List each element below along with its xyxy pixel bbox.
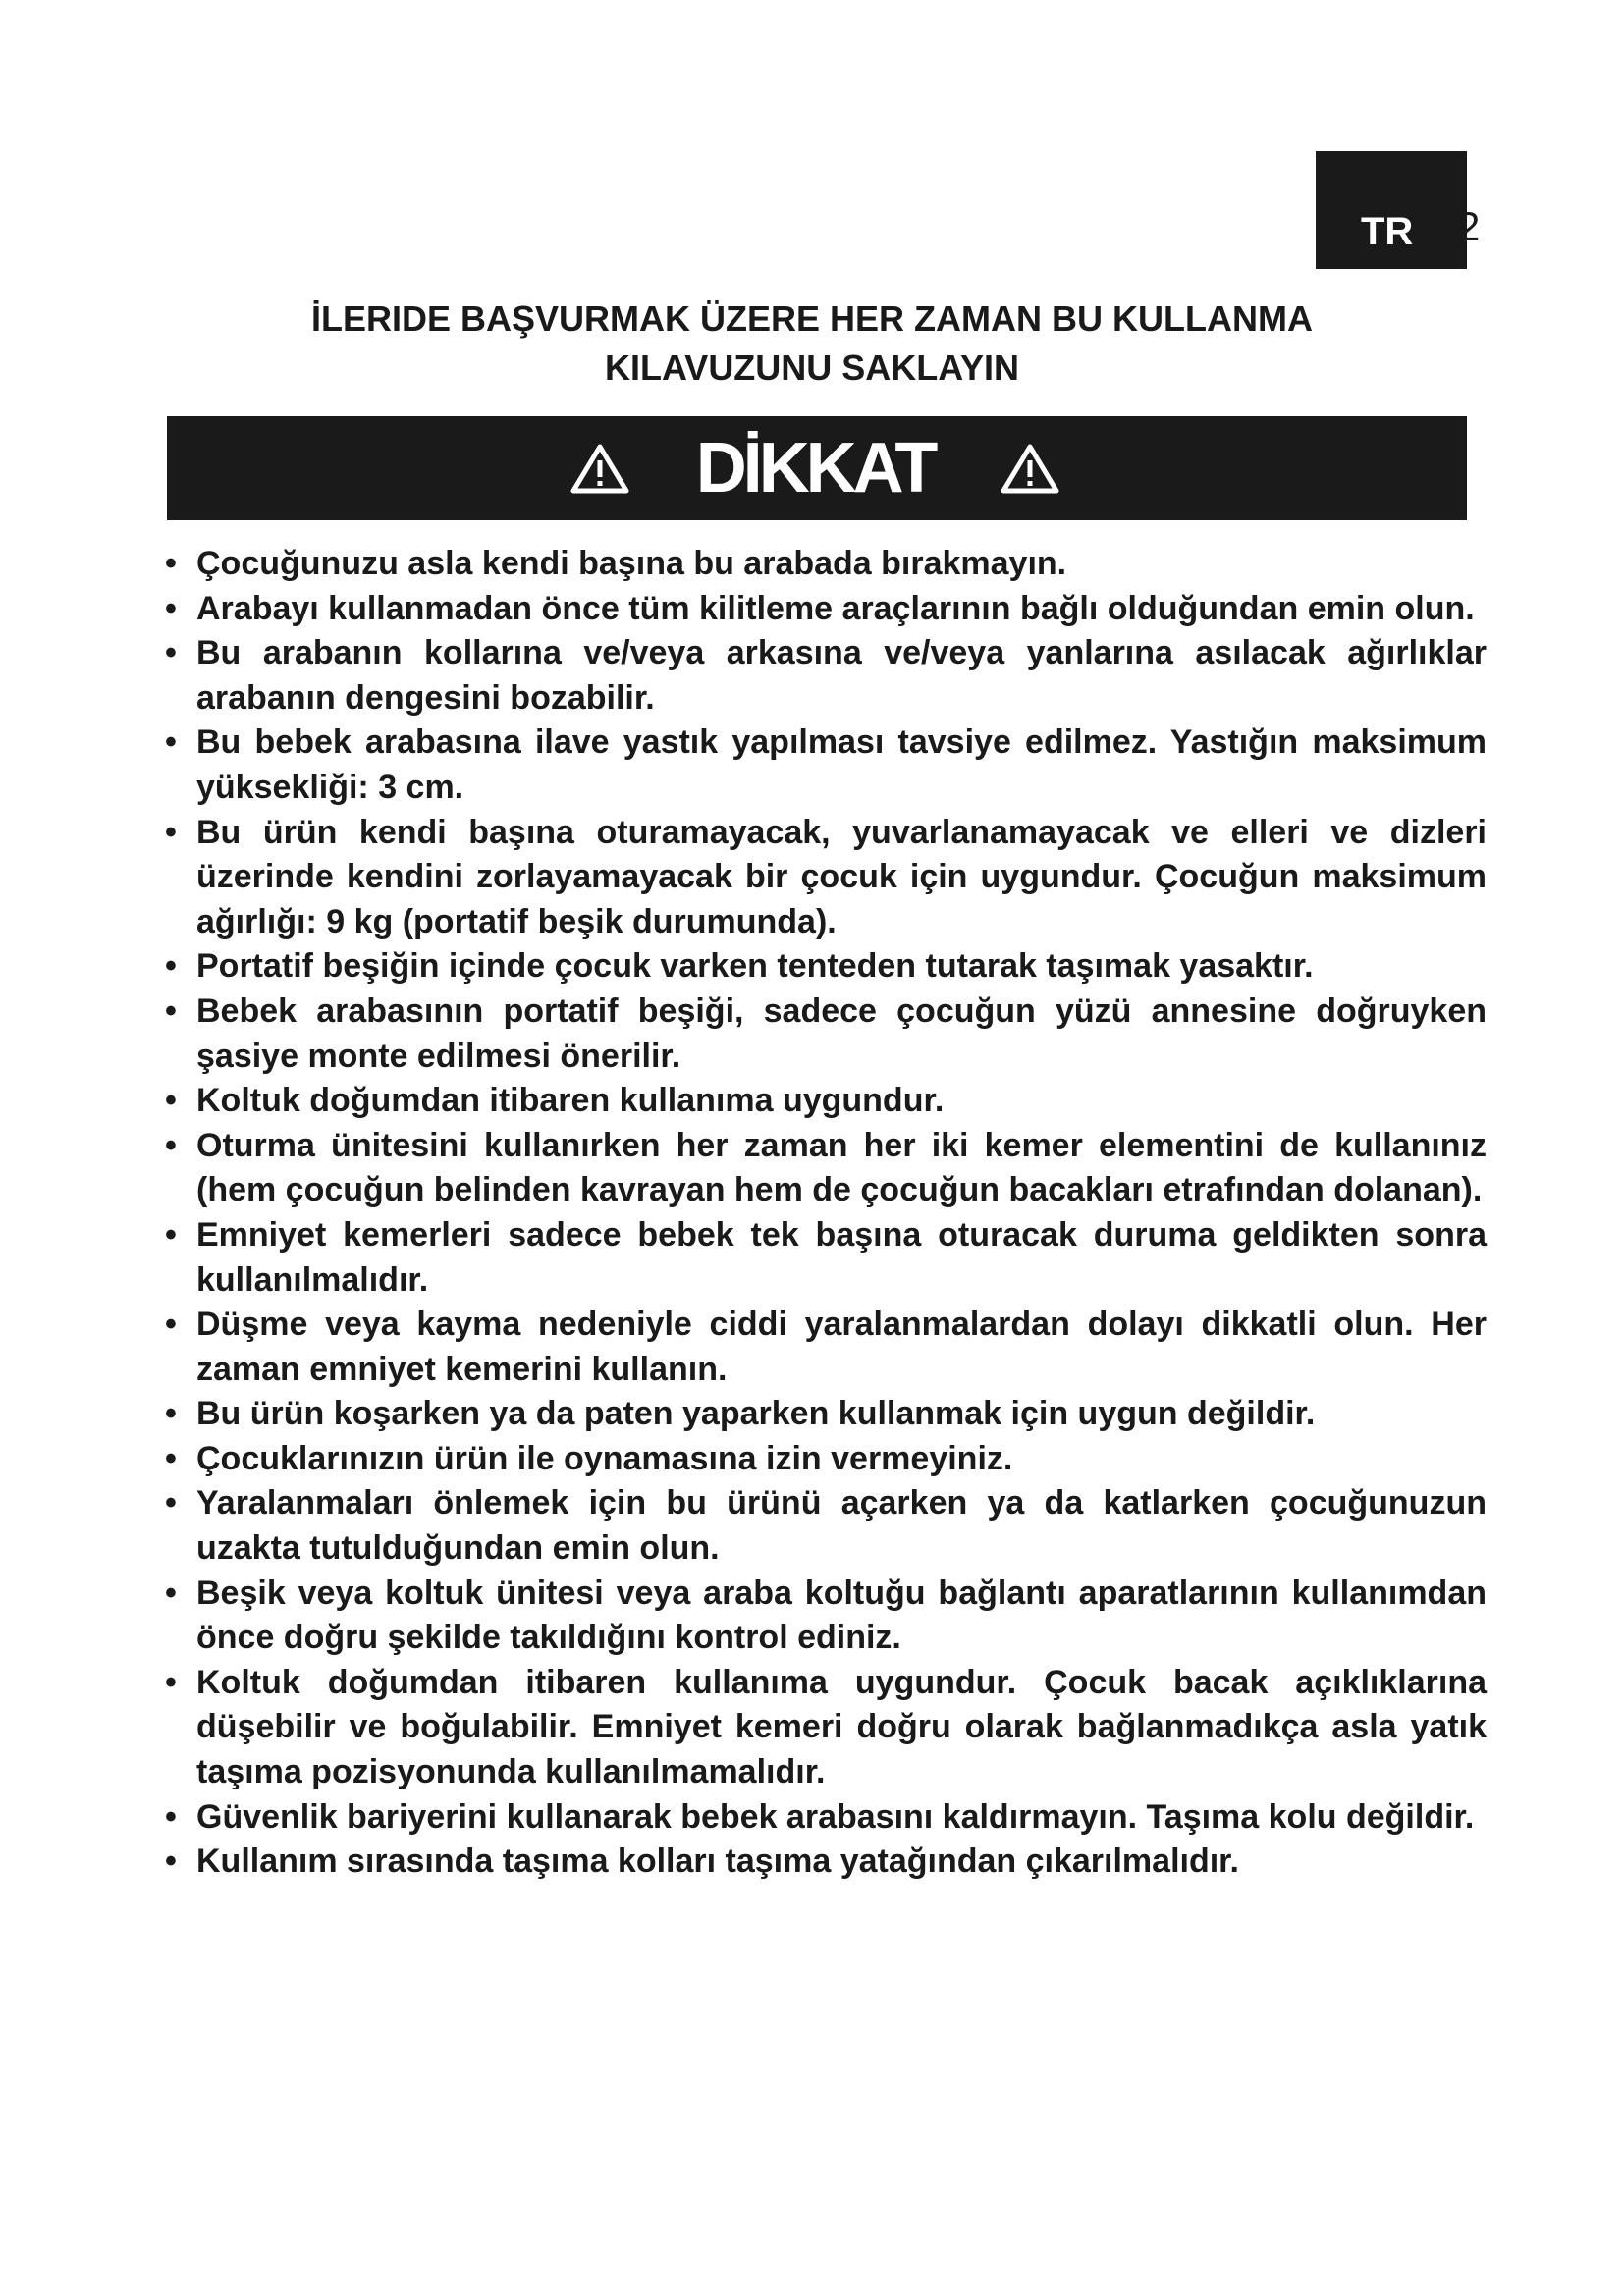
- rule-text: Düşme veya kayma nedeniyle ciddi yaralanmalardan dolayı dikkatli olun. Her zaman emniyet kemerini kullanın.: [196, 1306, 1487, 1388]
- rule-text: Yaralanmaları önlemek için bu ürünü açarken ya da katlarken çocuğunuzun uzakta tutulduğundan emin olun.: [196, 1484, 1487, 1568]
- rule-text: Beşik veya koltuk ünitesi veya araba koltuğu bağlantı aparatlarının kullanımdan önce doğru şekilde takıldığını kontrol ediniz.: [196, 1574, 1487, 1657]
- rule-text: Koltuk doğumdan itibaren kullanıma uygundur.: [196, 1082, 945, 1120]
- list-item: [165, 1840, 1487, 1885]
- heading-line-1: İLERIDE BAŞVURMAK ÜZERE HER ZAMAN BU KULLANMA: [311, 298, 1313, 339]
- list-item: [165, 1213, 1487, 1303]
- bullet-icon: •: [165, 813, 177, 851]
- list-item: [165, 811, 1487, 945]
- list-item: [165, 721, 1487, 810]
- heading-line-2: KILAVUZUNU SAKLAYIN: [604, 347, 1019, 388]
- list-item: [165, 1079, 1487, 1124]
- bullet-icon: •: [165, 1439, 177, 1477]
- bullet-icon: •: [165, 1215, 177, 1254]
- list-item: [165, 1572, 1487, 1661]
- rule-text: Çocuğunuzu asla kendi başına bu arabada bırakmayın.: [196, 545, 1067, 582]
- warning-triangle-icon: [1000, 442, 1060, 495]
- rule-text: Arabayı kullanmadan önce tüm kilitleme araçlarının bağlı olduğundan emin olun.: [196, 589, 1475, 627]
- rule-text: Bu ürün koşarken ya da paten yaparken kullanmak için uygun değildir.: [196, 1395, 1316, 1433]
- rule-text: Oturma ünitesini kullanırken her zaman her iki kemer elementini de kullanınız (hem çocuğun belinden kavrayan hem de çocuğun bacakları etrafından dolanan).: [196, 1126, 1487, 1209]
- rule-text: Kullanım sırasında taşıma kolları taşıma yatağından çıkarılmalıdır.: [196, 1842, 1239, 1881]
- list-item: [165, 631, 1487, 721]
- rule-text: Bu bebek arabasına ilave yastık yapılması tavsiye edilmez. Yastığın maksimum yüksekliği: 3 cm.: [196, 723, 1487, 806]
- bullet-icon: •: [165, 1082, 177, 1120]
- list-item: [165, 1481, 1487, 1571]
- bullet-icon: •: [165, 1126, 177, 1164]
- list-item: [165, 542, 1487, 587]
- rule-text: Koltuk doğumdan itibaren kullanıma uygundur. Çocuk bacak açıklıklarına düşebilir ve boğulabilir. Emniyet kemeri doğru olarak bağlanmadıkça asla yatık taşıma pozisyonunda kullanılmamalıdır.: [196, 1663, 1487, 1791]
- list-item: [165, 1303, 1487, 1392]
- list-item: [165, 1124, 1487, 1213]
- rule-text: Bu ürün kendi başına oturamayacak, yuvarlanamayacak ve elleri ve dizleri üzerinde kendini zorlayamayacak bir çocuk için uygundur. Çocuğun maksimum ağırlığı: 9 kg (portatif beşik durumunda).: [196, 813, 1487, 940]
- bullet-icon: •: [165, 1663, 177, 1701]
- page-number: 2: [1457, 203, 1481, 249]
- rule-text: Portatif beşiğin içinde çocuk varken tenteden tutarak taşımak yasaktır.: [196, 947, 1314, 986]
- warning-title: DİKKAT: [695, 429, 935, 507]
- page-heading: [0, 294, 1624, 393]
- language-code: TR: [1361, 210, 1414, 253]
- language-tab: [1316, 151, 1467, 269]
- bullet-icon: •: [165, 991, 177, 1030]
- warning-banner: [167, 416, 1467, 520]
- list-item: [165, 989, 1487, 1079]
- list-item: [165, 1437, 1487, 1482]
- safety-rules-list: [165, 542, 1487, 1885]
- warning-triangle-icon: [569, 442, 630, 495]
- list-item: [165, 1795, 1487, 1841]
- bullet-icon: •: [165, 1395, 177, 1433]
- bullet-icon: •: [165, 1306, 177, 1344]
- rule-text: Emniyet kemerleri sadece bebek tek başına oturacak duruma geldikten sonra kullanılmalıdır.: [196, 1215, 1487, 1299]
- bullet-icon: •: [165, 1797, 177, 1836]
- rule-text: Bebek arabasının portatif beşiği, sadece çocuğun yüzü annesine doğruyken şasiye monte edilmesi önerilir.: [196, 991, 1487, 1075]
- bullet-icon: •: [165, 634, 177, 672]
- bullet-icon: •: [165, 1574, 177, 1612]
- bullet-icon: •: [165, 947, 177, 986]
- bullet-icon: •: [165, 723, 177, 762]
- rule-text: Çocuklarınızın ürün ile oynamasına izin vermeyiniz.: [196, 1439, 1013, 1477]
- bullet-icon: •: [165, 1842, 177, 1881]
- list-item: [165, 587, 1487, 632]
- list-item: [165, 1661, 1487, 1795]
- rule-text: Bu arabanın kollarına ve/veya arkasına ve/veya yanlarına asılacak ağırlıklar arabanın dengesini bozabilir.: [196, 634, 1487, 717]
- rule-text: Güvenlik bariyerini kullanarak bebek arabasını kaldırmayın. Taşıma kolu değildir.: [196, 1797, 1475, 1836]
- list-item: [165, 1392, 1487, 1437]
- bullet-icon: •: [165, 545, 177, 582]
- list-item: [165, 944, 1487, 989]
- bullet-icon: •: [165, 1484, 177, 1522]
- bullet-icon: •: [165, 589, 177, 627]
